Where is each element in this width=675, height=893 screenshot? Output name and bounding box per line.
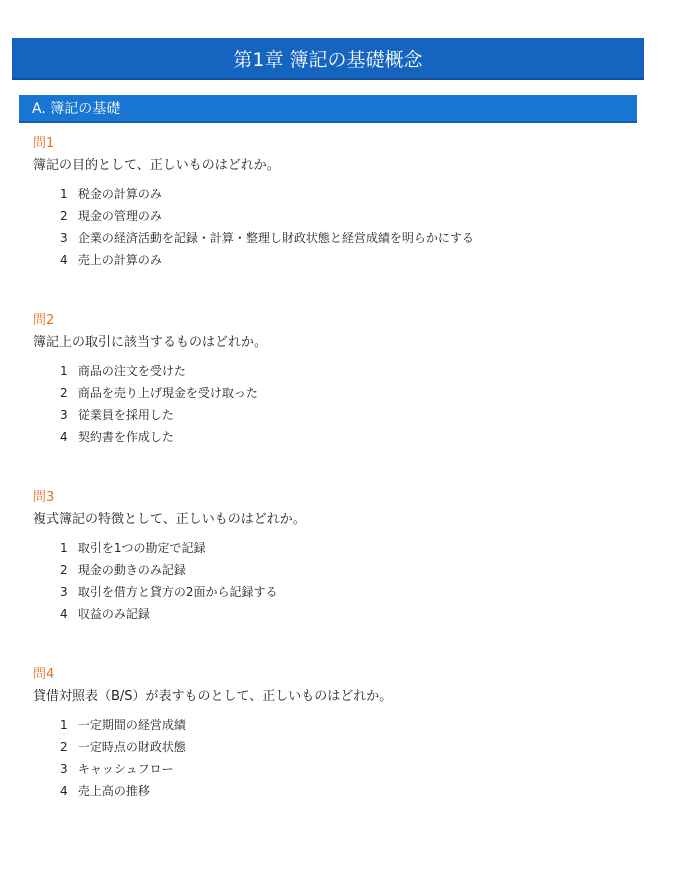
- question-4: [33, 665, 633, 802]
- option-text: 商品を売り上げ現金を受け取った: [77, 386, 258, 400]
- option-number: 1: [60, 187, 68, 201]
- question-text: 簿記の目的として、正しいものはどれか。: [33, 158, 280, 173]
- option-3: [60, 404, 633, 426]
- question-number: 問2: [33, 313, 55, 328]
- option-text: 取引を1つの勘定で記録: [77, 541, 206, 555]
- option-1: [60, 537, 633, 559]
- question-3: [33, 488, 633, 625]
- option-number: 2: [60, 563, 68, 577]
- option-number: 1: [60, 364, 68, 378]
- section-title: A. 簿記の基礎: [32, 101, 121, 117]
- option-text: 現金の動きのみ記録: [77, 563, 186, 577]
- section-header: [19, 95, 637, 123]
- option-text: 商品の注文を受けた: [77, 364, 186, 378]
- question-number: 問1: [33, 136, 55, 151]
- option-number: 3: [60, 585, 68, 599]
- option-number: 1: [60, 541, 68, 555]
- option-text: 収益のみ記録: [77, 607, 150, 621]
- option-text: 税金の計算のみ: [77, 187, 162, 201]
- option-text: 企業の経済活動を記録・計算・整理し財政状態と経営成績を明らかにする: [77, 231, 474, 245]
- option-4: [60, 780, 633, 802]
- option-list: [33, 714, 633, 802]
- option-2: [60, 736, 633, 758]
- option-number: 2: [60, 740, 68, 754]
- chapter-header: [12, 38, 644, 80]
- option-4: [60, 249, 633, 271]
- option-number: 4: [60, 253, 68, 267]
- option-2: [60, 205, 633, 227]
- question-1: [33, 134, 633, 271]
- option-3: [60, 227, 633, 249]
- option-list: [33, 360, 633, 448]
- option-4: [60, 603, 633, 625]
- option-text: 現金の管理のみ: [77, 209, 162, 223]
- option-list: [33, 537, 633, 625]
- option-number: 4: [60, 430, 68, 444]
- option-4: [60, 426, 633, 448]
- option-number: 3: [60, 762, 68, 776]
- option-text: キャッシュフロー: [77, 762, 174, 776]
- option-1: [60, 183, 633, 205]
- question-2: [33, 311, 633, 448]
- option-text: 従業員を採用した: [77, 408, 174, 422]
- option-3: [60, 758, 633, 780]
- option-number: 2: [60, 209, 68, 223]
- option-number: 2: [60, 386, 68, 400]
- option-number: 4: [60, 784, 68, 798]
- option-number: 3: [60, 231, 68, 245]
- option-text: 取引を借方と貸方の2面から記録する: [77, 585, 278, 599]
- option-text: 売上高の推移: [77, 784, 150, 798]
- chapter-title: 第1章 簿記の基礎概念: [233, 48, 423, 71]
- option-1: [60, 360, 633, 382]
- option-3: [60, 581, 633, 603]
- option-text: 一定期間の経営成績: [77, 718, 186, 732]
- question-text: 複式簿記の特徴として、正しいものはどれか。: [33, 512, 306, 527]
- question-list: [33, 134, 633, 842]
- option-text: 一定時点の財政状態: [77, 740, 186, 754]
- option-number: 4: [60, 607, 68, 621]
- option-number: 1: [60, 718, 68, 732]
- option-text: 売上の計算のみ: [77, 253, 162, 267]
- option-1: [60, 714, 633, 736]
- option-text: 契約書を作成した: [77, 430, 174, 444]
- option-2: [60, 382, 633, 404]
- option-number: 3: [60, 408, 68, 422]
- question-text: 簿記上の取引に該当するものはどれか。: [33, 335, 268, 350]
- option-list: [33, 183, 633, 271]
- question-number: 問4: [33, 667, 55, 682]
- question-text: 貸借対照表（B/S）が表すものとして、正しいものはどれか。: [33, 689, 393, 704]
- question-number: 問3: [33, 490, 55, 505]
- option-2: [60, 559, 633, 581]
